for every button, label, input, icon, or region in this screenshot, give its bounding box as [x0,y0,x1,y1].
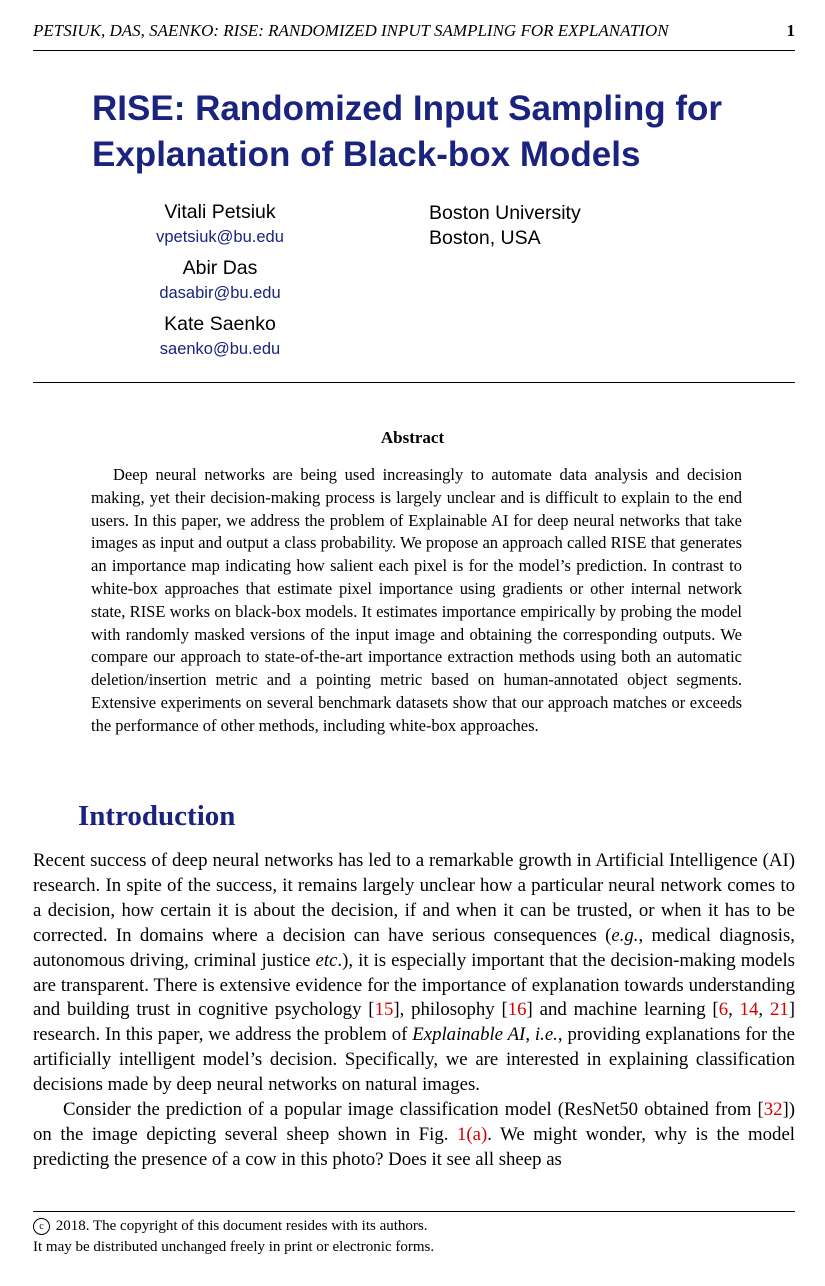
paragraph: Consider the prediction of a popular image classification model (ResNet50 obtained from [32]) on the image depicting several sheep shown in Fig. 1(a). We might wonder, why is the model predicting the presence of a cow in this photo? Does it see all sheep as [33,1099,795,1170]
author-list [120,200,320,368]
author-name: Abir Das [182,257,258,279]
citation-link[interactable]: 6 [718,999,729,1021]
affiliation-location: Boston, USA [429,227,541,249]
paper-title [92,86,792,178]
figure-reference-link[interactable]: 1(a) [456,1123,488,1145]
author-email-link[interactable]: dasabir@bu.edu [159,284,281,302]
author-name: Vitali Petsiuk [164,201,276,223]
citation-link[interactable]: 16 [507,999,527,1021]
author-email-link[interactable]: saenko@bu.edu [159,340,281,358]
citation-link[interactable]: 21 [769,999,789,1021]
page-number: 1 [786,21,795,40]
running-header [33,20,795,42]
title-block-rule [33,382,795,383]
title-line-1: RISE: Randomized Input Sampling for [92,89,722,128]
copyright-icon: c [33,1218,50,1235]
title-line-2: Explanation of Black-box Models [92,135,641,174]
author-name: Kate Saenko [164,313,276,335]
copyright-line-1: 2018. The copyright of this document resides with its authors. [55,1218,428,1234]
section-heading-introduction: Introduction [78,800,236,832]
abstract-heading: Abstract [380,428,445,447]
introduction-body [33,849,795,1173]
abstract-text: Deep neural networks are being used increasingly to automate data analysis and decision making, yet their decision-making process is largely unclear and is difficult to explain to the end users. In this paper, we address the problem of Explainable AI for deep neural networks that take images as input and output a class probability. We propose an approach called RISE that generates an importance map indicating how salient each pixel is for the model’s prediction. In contrast to white-box approaches that estimate pixel importance using gradients or other internal network state, RISE works on black-box models. It estimates importance empirically by probing the model with randomly masked versions of the input image and obtaining the corresponding outputs. We compare our approach to state-of-the-art importance extraction methods using both an automatic deletion/insertion metric and a pointing metric based on human-annotated object segments. Extensive experiments on several benchmark datasets show that our approach matches or exceeds the performance of other methods, including white-box approaches. [91,465,742,735]
affiliation-institution: Boston University [429,202,581,224]
citation-link[interactable]: 32 [763,1099,783,1121]
author-email-link[interactable]: vpetsiuk@bu.edu [156,228,284,246]
citation-link[interactable]: 14 [739,999,759,1021]
affiliation [429,201,581,251]
citation-link[interactable]: 15 [374,999,394,1021]
header-rule [33,50,795,51]
running-title: PETSIUK, DAS, SAENKO: RISE: RANDOMIZED INPUT SAMPLING FOR EXPLANATION [33,21,669,40]
copyright-footnote [33,1216,434,1258]
footnote-rule [33,1211,795,1212]
copyright-line-2: It may be distributed unchanged freely in print or electronic forms. [33,1239,435,1255]
paragraph: Recent success of deep neural networks has led to a remarkable growth in Artificial Intelligence (AI) research. In spite of the success, it remains largely unclear how a particular neural network comes to a decision, how certain it is about the decision, if and when it can be trusted, or when it has to be corrected. In domains where a decision can have serious consequences (e.g., medical diagnosis, autonomous driving, criminal justice etc.), it is especially important that the decision-making models are transparent. There is extensive evidence for the importance of explanation towards understanding and building trust in cognitive psychology [15], philosophy [16] and machine learning [6, 14, 21] research. In this paper, we address the problem of Explainable AI, i.e., providing explanations for the artificially intelligent model’s decision. Specifically, we are interested in explaining classification decisions made by deep neural networks on natural images. [33,850,796,1096]
